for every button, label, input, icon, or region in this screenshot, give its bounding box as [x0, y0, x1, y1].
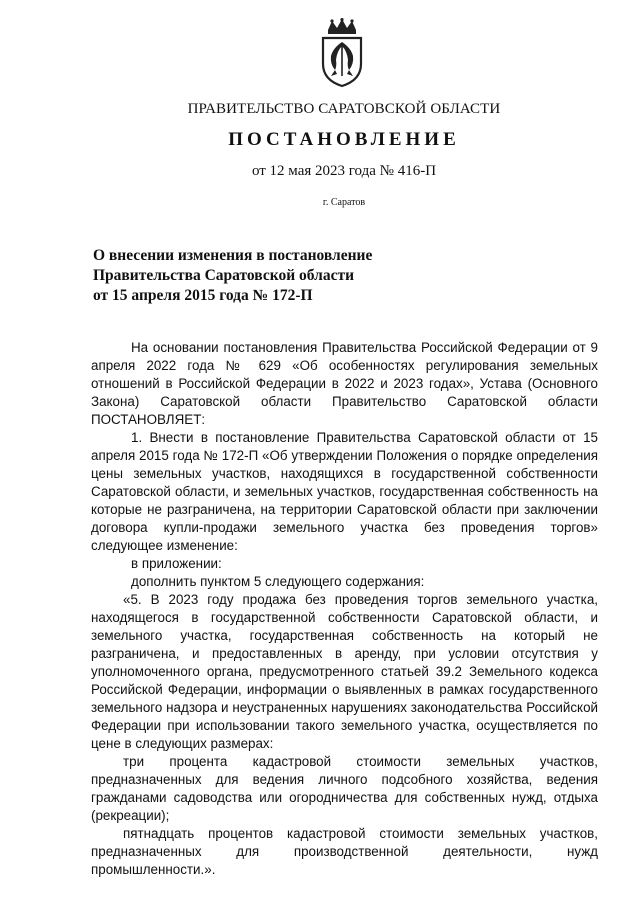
point-5-paragraph: «5. В 2023 году продажа без проведения торгов земельного участка, находящегося в государственной собственности Саратовской области, и земельного участка, государственная собственность на который не разграничена, и предоставленных в аренду, при условии отсутствия у уполномоченного органа, предусмотренного статьей 39.2 Земельного кодекса Российской Федерации, информации о выявленных в рамках государственного земельного надзора и неустраненных нарушениях законодательства Российской Федерации при использовании такого земельного участка, осуществляется по цене в следующих размерах:: [91, 592, 598, 751]
document-subject: [93, 246, 413, 306]
saratov-coat-of-arms-icon: [318, 18, 366, 88]
fifteen-percent-paragraph: пятнадцать процентов кадастровой стоимости земельных участков, предназначенных для производственной деятельности, нужд промышленности.».: [91, 826, 598, 877]
document-type: ПОСТАНОВЛЕНИЕ: [228, 129, 460, 150]
document-date-number: от 12 мая 2023 года № 416-П: [251, 163, 437, 179]
three-percent-paragraph: три процента кадастровой стоимости земельных участков, предназначенных для ведения личного подсобного хозяйства, ведения гражданами садоводства или огородничества для собственных нужд, отдыха (рекреации);: [91, 754, 598, 823]
item-1-paragraph: 1. Внести в постановление Правительства Саратовской области от 15 апреля 2015 года № 172-П «Об утверждении Положения о порядке определения цены земельных участков, находящихся в государственной собственности Саратовской области, и земельных участков, государственная собственность на которые не разграничена, на территории Саратовской области при заключении договора купли-продажи земельного участка без проведения торгов» следующее изменение:: [91, 430, 598, 553]
subject-line: от 15 апреля 2015 года № 172-П: [93, 287, 313, 304]
preamble-paragraph: На основании постановления Правительства Российской Федерации от 9 апреля 2022 года № 629 «Об особенностях регулирования земельных отношений в Российской Федерации в 2022 и 2023 годах», Устава (Основного Закона) Саратовской области Правительство Саратовской области ПОСТАНОВЛЯЕТ:: [91, 340, 598, 427]
subject-line: О внесении изменения в постановление: [93, 247, 373, 264]
subject-line: Правительства Саратовской области: [93, 267, 354, 284]
document-city: г. Саратов: [322, 197, 366, 208]
supplement-paragraph: дополнить пунктом 5 следующего содержания:: [131, 574, 425, 589]
organization-name: ПРАВИТЕЛЬСТВО САРАТОВСКОЙ ОБЛАСТИ: [187, 101, 501, 117]
in-appendix-paragraph: в приложении:: [131, 556, 222, 571]
document-body: [91, 339, 598, 879]
